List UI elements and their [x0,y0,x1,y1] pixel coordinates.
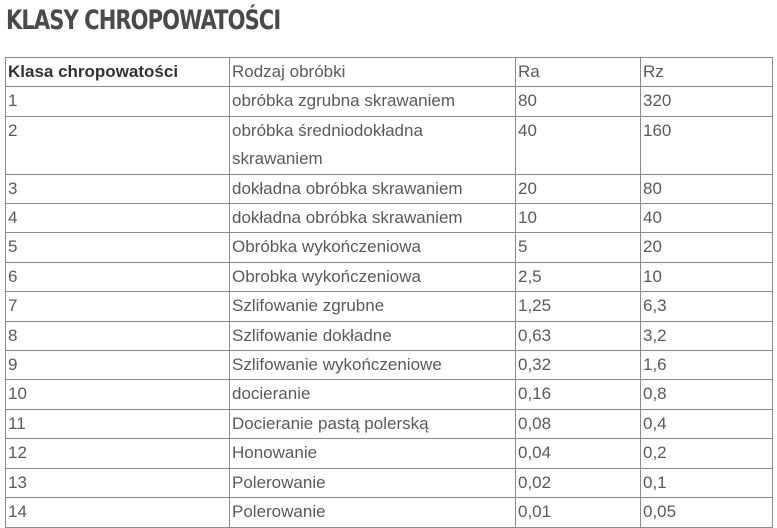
cell-rz: 0,4 [641,409,773,438]
table-row [6,321,773,350]
cell-class: 14 [6,498,230,527]
cell-ra: 40 [516,116,641,174]
cell-rz: 3,2 [641,321,773,350]
table-row [6,292,773,321]
cell-machining: Szlifowanie wykończeniowe [230,351,516,380]
cell-rz: 0,05 [641,498,773,527]
cell-rz: 320 [641,87,773,116]
cell-class: 12 [6,439,230,468]
cell-class: 5 [6,233,230,262]
header-class: Klasa chropowatości [6,58,230,87]
cell-class: 13 [6,468,230,497]
table-row [6,409,773,438]
table-row [6,439,773,468]
table-header [6,58,773,87]
cell-ra: 0,04 [516,439,641,468]
cell-rz: 40 [641,204,773,233]
cell-class: 1 [6,87,230,116]
cell-class: 9 [6,351,230,380]
table-row [6,468,773,497]
table-row [6,174,773,203]
cell-ra: 0,08 [516,409,641,438]
header-rz: Rz [641,58,773,87]
table-row [6,351,773,380]
table-row [6,87,773,116]
cell-rz: 0,8 [641,380,773,409]
cell-rz: 160 [641,116,773,174]
cell-ra: 2,5 [516,262,641,291]
table-row [6,116,773,174]
cell-ra: 0,63 [516,321,641,350]
cell-class: 4 [6,204,230,233]
cell-machining: dokładna obróbka skrawaniem [230,174,516,203]
cell-machining: Szlifowanie zgrubne [230,292,516,321]
cell-ra: 20 [516,174,641,203]
header-ra: Ra [516,58,641,87]
cell-class: 8 [6,321,230,350]
cell-class: 11 [6,409,230,438]
cell-rz: 0,2 [641,439,773,468]
cell-machining: dokładna obróbka skrawaniem [230,204,516,233]
cell-class: 6 [6,262,230,291]
roughness-classes-table [5,57,773,528]
cell-machining: docieranie [230,380,516,409]
table-row [6,262,773,291]
cell-rz: 10 [641,262,773,291]
cell-machining: Obróbka wykończeniowa [230,233,516,262]
cell-ra: 1,25 [516,292,641,321]
cell-machining: obróbka zgrubna skrawaniem [230,87,516,116]
cell-class: 7 [6,292,230,321]
table-row [6,498,773,527]
page-title: KLASY CHROPOWATOŚCI [6,5,281,36]
cell-machining: Honowanie [230,439,516,468]
header-machining: Rodzaj obróbki [230,58,516,87]
table-body [6,87,773,527]
cell-ra: 80 [516,87,641,116]
cell-rz: 0,1 [641,468,773,497]
cell-ra: 5 [516,233,641,262]
table-header-row [6,58,773,87]
cell-rz: 20 [641,233,773,262]
cell-rz: 6,3 [641,292,773,321]
cell-machining: Obrobka wykończeniowa [230,262,516,291]
table-row [6,380,773,409]
table-row [6,233,773,262]
cell-class: 10 [6,380,230,409]
cell-class: 2 [6,116,230,174]
cell-ra: 0,16 [516,380,641,409]
cell-ra: 0,32 [516,351,641,380]
cell-class: 3 [6,174,230,203]
cell-machining: Szlifowanie dokładne [230,321,516,350]
cell-rz: 1,6 [641,351,773,380]
cell-machining: Polerowanie [230,498,516,527]
cell-ra: 10 [516,204,641,233]
cell-machining: Docieranie pastą polerską [230,409,516,438]
cell-ra: 0,02 [516,468,641,497]
cell-rz: 80 [641,174,773,203]
table-row [6,204,773,233]
cell-machining: Polerowanie [230,468,516,497]
cell-machining: obróbka średniodokładna skrawaniem [230,116,516,174]
cell-ra: 0,01 [516,498,641,527]
